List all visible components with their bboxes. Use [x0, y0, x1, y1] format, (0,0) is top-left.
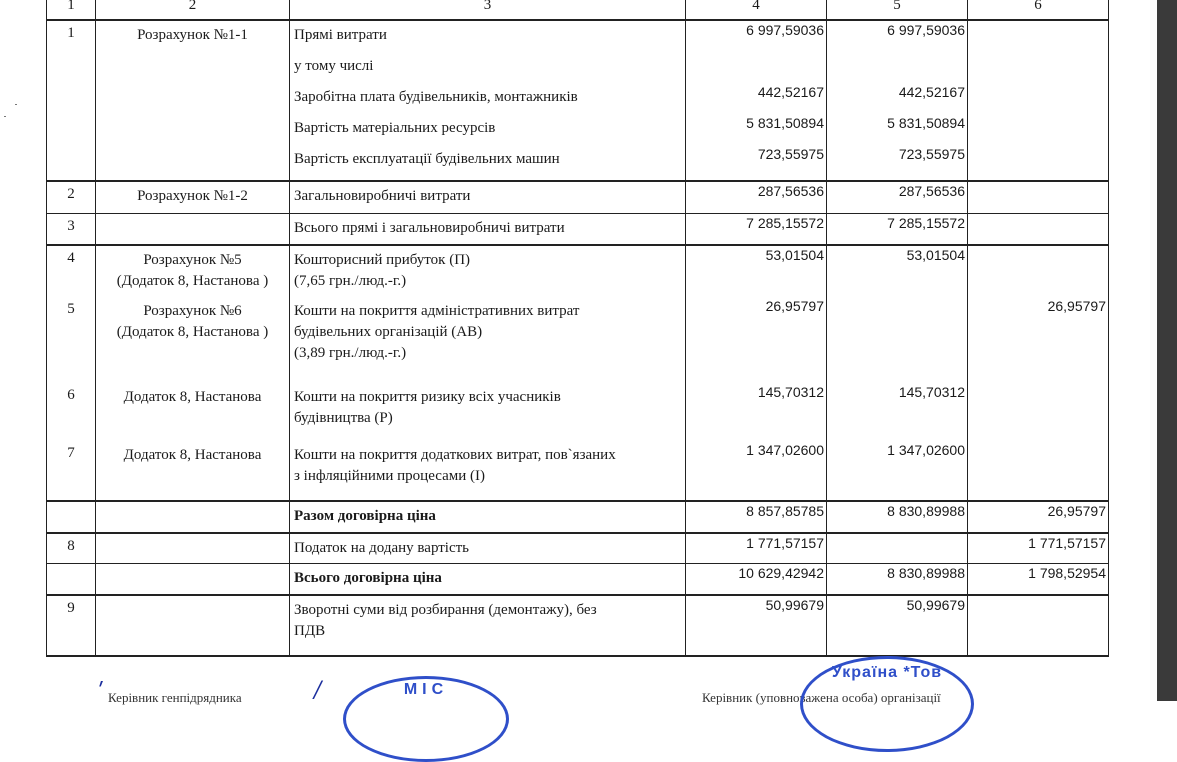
row-name-line: будівельних організацій (АВ) [294, 324, 483, 340]
row-name-line: Зворотні суми від розбирання (демонтажу), без [294, 602, 597, 618]
row-reference [96, 595, 290, 656]
column-number: 1 [47, 0, 96, 20]
row-name-line: (7,65 грн./люд.-г.) [294, 273, 407, 289]
row-name [290, 245, 686, 297]
reference-line: Розрахунок №6 [143, 303, 242, 319]
value-col5: 145,70312 [827, 383, 968, 441]
value-col5 [827, 533, 968, 563]
value-col6: 1 771,57157 [968, 533, 1109, 563]
row-name-line: Заробітна плата будівельників, монтажників [294, 89, 578, 105]
column-number: 5 [827, 0, 968, 20]
row-name-line: у тому числі [294, 58, 374, 74]
value-col6 [968, 245, 1109, 297]
reference-line: Розрахунок №1-1 [137, 27, 248, 43]
row-name [290, 501, 686, 533]
value-col4: 723,55975 [757, 146, 824, 162]
row-name-line: Податок на додану вартість [294, 540, 470, 556]
row-reference [96, 245, 290, 297]
value-col4: 5 831,50894 [746, 115, 824, 131]
value-col4: 7 285,15572 [686, 213, 827, 245]
official-stamp-left [343, 676, 509, 762]
value-col5: 6 997,59036 [887, 22, 965, 38]
value-col4: 53,01504 [686, 245, 827, 297]
row-number: 1 [47, 20, 96, 181]
value-col4: 442,52167 [757, 84, 824, 100]
row-number: 3 [47, 213, 96, 245]
row-number: 8 [47, 533, 96, 563]
value-col6: 1 798,52954 [968, 563, 1109, 595]
row-name-line: Кошти на покриття адміністративних витрат [294, 303, 580, 319]
value-col5: 53,01504 [827, 245, 968, 297]
value-col5: 5 831,50894 [887, 115, 965, 131]
reference-line: Додаток 8, Настанова [123, 447, 262, 463]
row-name-line: ПДВ [294, 623, 326, 639]
value-col4: 1 771,57157 [686, 533, 827, 563]
table-row-subtotal [47, 501, 1109, 533]
value-col5: 7 285,15572 [827, 213, 968, 245]
value-col6: 26,95797 [968, 297, 1109, 383]
row-reference [96, 501, 290, 533]
scan-speck [4, 116, 6, 117]
value-col5: 723,55975 [898, 146, 965, 162]
reference-line: (Додаток 8, Настанова ) [116, 324, 269, 340]
column-number: 2 [96, 0, 290, 20]
value-col6 [968, 383, 1109, 441]
estimate-table [46, 0, 1109, 657]
value-col5 [827, 297, 968, 383]
reference-line: Додаток 8, Настанова [123, 389, 262, 405]
value-col6: 26,95797 [968, 501, 1109, 533]
table-row [47, 441, 1109, 501]
row-name-line: Разом договірна ціна [294, 508, 436, 524]
stamp-text: Україна *Тов [831, 664, 943, 681]
value-col5: 287,56536 [827, 181, 968, 213]
value-col4 [686, 52, 826, 83]
value-col6 [968, 441, 1109, 501]
row-name-cell [290, 20, 686, 181]
row-reference [96, 213, 290, 245]
stamp-text: МІС [403, 681, 449, 698]
row-name [290, 383, 686, 441]
row-name-line: Вартість матеріальних ресурсів [294, 120, 496, 136]
column-number: 4 [686, 0, 827, 20]
value-col6 [968, 595, 1109, 656]
row-col5-cell [827, 20, 968, 181]
row-name-line: Всього прямі і загальновиробничі витрати [294, 219, 565, 236]
row-name-line: Всього договірна ціна [294, 569, 442, 586]
row-name-line: (3,89 грн./люд.-г.) [294, 345, 407, 361]
reference-line: (Додаток 8, Настанова ) [116, 273, 269, 289]
value-col4: 287,56536 [686, 181, 827, 213]
value-col4: 50,99679 [686, 595, 827, 656]
table-row [47, 383, 1109, 441]
row-name [290, 533, 686, 563]
row-reference [96, 297, 290, 383]
row-reference [96, 20, 290, 181]
table-row [47, 595, 1109, 656]
row-number: 2 [47, 181, 96, 213]
column-number: 3 [290, 0, 686, 20]
row-name [290, 181, 686, 213]
value-col5: 8 830,89988 [827, 501, 968, 533]
row-reference [96, 383, 290, 441]
row-number [47, 501, 96, 533]
row-number: 9 [47, 595, 96, 656]
reference-line: Розрахунок №5 [143, 252, 242, 268]
row-number: 7 [47, 441, 96, 501]
value-col4: 1 347,02600 [686, 441, 827, 501]
row-name-line: Кошторисний прибуток (П) [294, 252, 471, 268]
value-col5: 1 347,02600 [827, 441, 968, 501]
row-name-line: з інфляційними процесами (І) [294, 468, 485, 484]
row-name-line: Кошти на покриття додаткових витрат, пов`язаних [294, 447, 616, 463]
row-reference [96, 441, 290, 501]
table-row [47, 181, 1109, 213]
row-name [290, 563, 686, 595]
table-row [47, 213, 1109, 245]
footer-left-text: Керівник генпідрядника [108, 690, 242, 705]
signature-mark: / [314, 678, 322, 703]
row-reference [96, 533, 290, 563]
official-stamp-right [800, 656, 974, 752]
value-col4: 10 629,42942 [686, 563, 827, 595]
column-number-row [47, 0, 1109, 20]
row-reference [96, 181, 290, 213]
row-name [290, 213, 686, 245]
value-col5: 442,52167 [898, 84, 965, 100]
value-col5 [827, 52, 967, 83]
value-col4: 6 997,59036 [746, 22, 824, 38]
table-row [47, 533, 1109, 563]
row-name-line: Загальновиробничі витрати [294, 188, 471, 204]
footer-right-text: Керівник (уповноважена особа) організації [702, 690, 941, 705]
scan-side-band [1157, 0, 1177, 701]
row-name-line: будівництва (Р) [294, 410, 393, 426]
row-name [290, 595, 686, 656]
value-col4: 26,95797 [686, 297, 827, 383]
value-col6 [968, 181, 1109, 213]
value-col5: 50,99679 [827, 595, 968, 656]
value-col6 [968, 213, 1109, 245]
signature-mark: ʹ [98, 680, 105, 705]
row-number: 5 [47, 297, 96, 383]
table-row [47, 20, 1109, 181]
table-row-total [47, 563, 1109, 595]
reference-line: Розрахунок №1-2 [137, 188, 248, 204]
row-number: 4 [47, 245, 96, 297]
row-name [290, 297, 686, 383]
row-name-line: Вартість експлуатації будівельних машин [294, 151, 560, 167]
row-reference [96, 563, 290, 595]
value-col6 [968, 20, 1109, 181]
row-number [47, 563, 96, 595]
row-name-line: Кошти на покриття ризику всіх учасників [294, 389, 561, 405]
value-col5: 8 830,89988 [827, 563, 968, 595]
row-col4-cell [686, 20, 827, 181]
value-col4: 8 857,85785 [686, 501, 827, 533]
scan-speck [15, 104, 17, 105]
row-name [290, 441, 686, 501]
value-col4: 145,70312 [686, 383, 827, 441]
column-number: 6 [968, 0, 1109, 20]
row-name-line: Прямі витрати [294, 27, 387, 43]
table-row [47, 297, 1109, 383]
table-row [47, 245, 1109, 297]
row-number: 6 [47, 383, 96, 441]
